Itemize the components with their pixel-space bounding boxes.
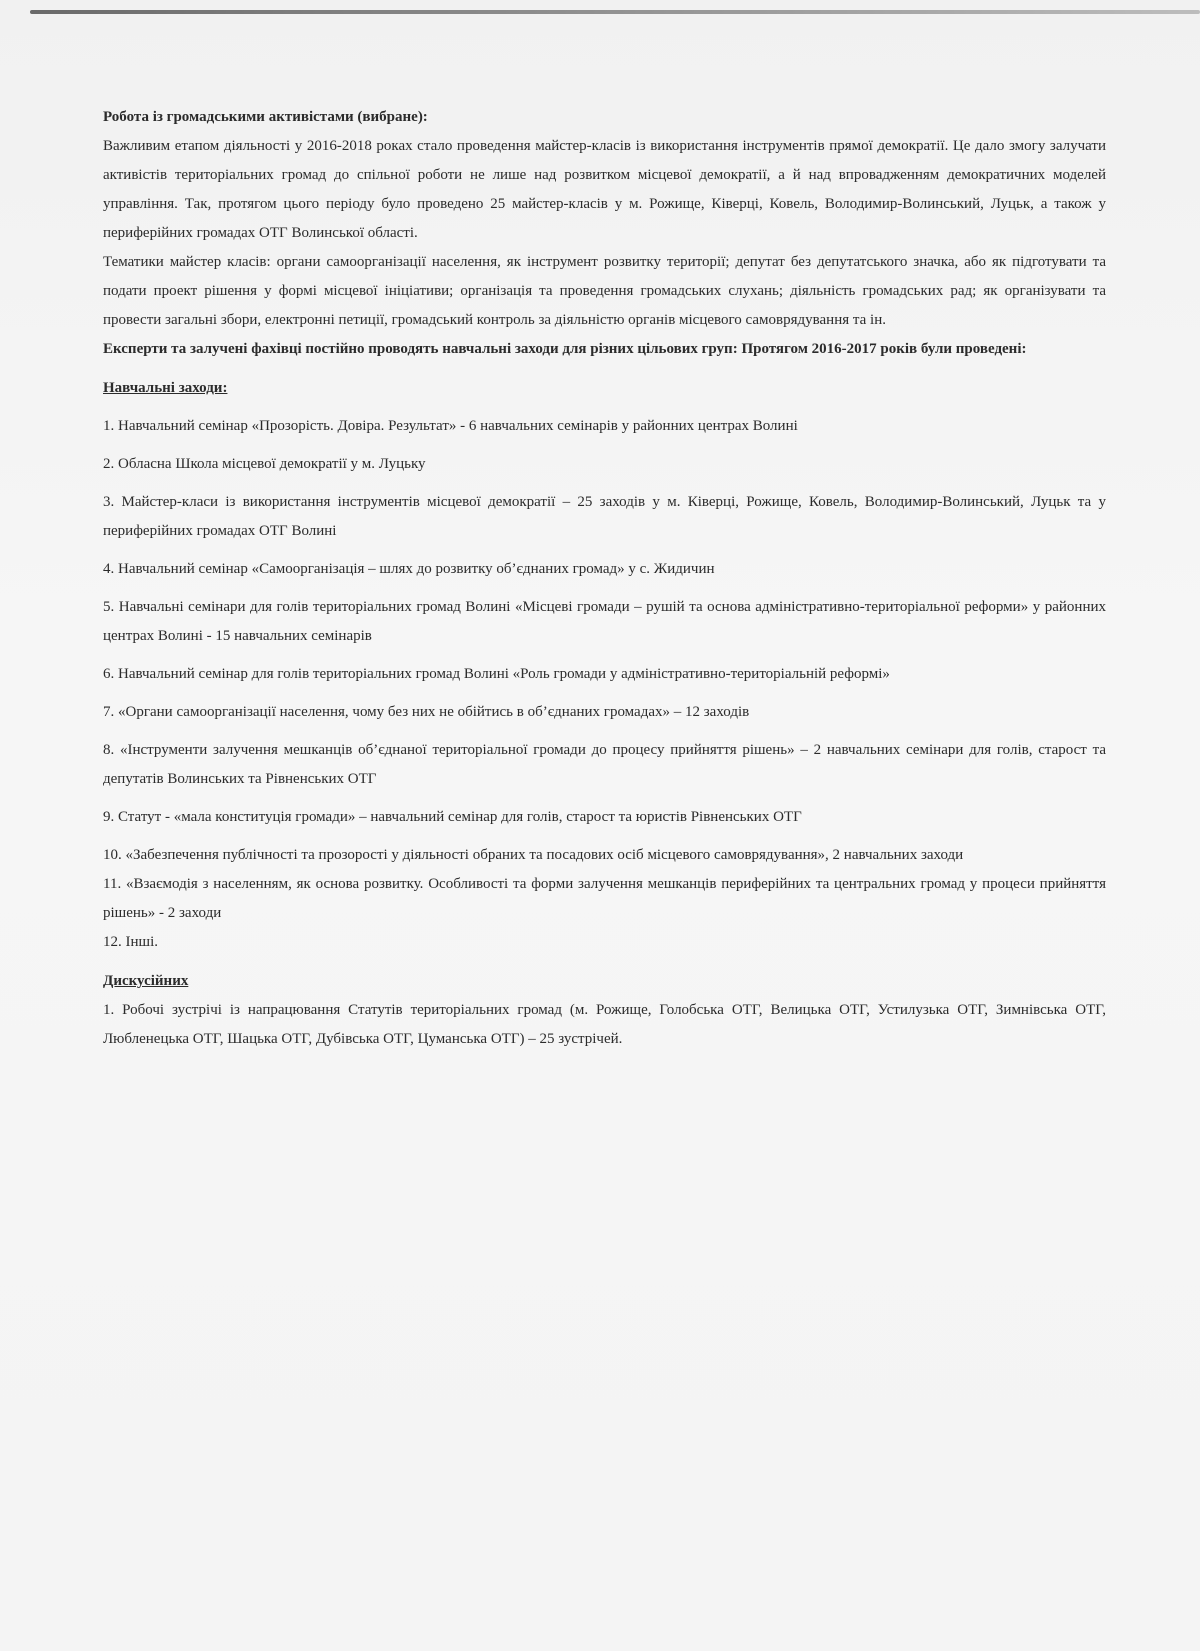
scan-top-edge xyxy=(30,10,1200,14)
document-body xyxy=(103,103,1106,1054)
training-item: 8. «Інструменти залучення мешканців об’єднаної територіальної громади до процесу прийняття рішень» – 2 навчальних семінари для голів, старост та депутатів Волинських та Рівненських ОТГ xyxy=(103,742,1106,787)
section-title-training: Навчальні заходи: xyxy=(103,380,228,396)
paragraph-topics: Тематики майстер класів: органи самоорганізації населення, як інструмент розвитку території; депутат без депутатського значка, або як підготувати та подати проект рішення у формі місцевої ініціативи; організація та проведення громадських слухань; діяльність громадських рад; як організувати та провести загальні збори, електронні петиції, громадський контроль за діяльністю органів місцевого самоврядування та ін. xyxy=(103,254,1106,328)
training-item: 3. Майстер-класи із використання інструментів місцевої демократії – 25 заходів у м. Ківерці, Рожище, Ковель, Володимир-Волинський, Луцьк та у периферійних громадах ОТГ Волині xyxy=(103,494,1106,539)
training-item: 10. «Забезпечення публічності та прозорості у діяльності обраних та посадових осіб місцевого самоврядування», 2 навчальних заходи xyxy=(103,847,964,863)
paragraph-experts: Експерти та залучені фахівці постійно проводять навчальні заходи для різних цільових груп: Протягом 2016-2017 років були проведені: xyxy=(103,341,1027,357)
training-item: 1. Навчальний семінар «Прозорість. Довіра. Результат» - 6 навчальних семінарів у районних центрах Волині xyxy=(103,418,798,434)
training-item: 5. Навчальні семінари для голів територіальних громад Волині «Місцеві громади – рушій та основа адміністративно-територіальної реформи» у районних центрах Волині - 15 навчальних семінарів xyxy=(103,599,1106,644)
training-item: 9. Статут - «мала конституція громади» – навчальний семінар для голів, старост та юристів Рівненських ОТГ xyxy=(103,809,802,825)
discussion-item: 1. Робочі зустрічі із напрацювання Статутів територіальних громад (м. Рожище, Голобська ОТГ, Велицька ОТГ, Устилузька ОТГ, Зимнівська ОТГ, Любленецька ОТГ, Шацька ОТГ, Дубівська ОТГ, Цуманська ОТГ) – 25 зустрічей. xyxy=(103,1002,1106,1047)
training-item: 6. Навчальний семінар для голів територіальних громад Волині «Роль громади у адміністративно-територіальній реформі» xyxy=(103,666,890,682)
training-item: 11. «Взаємодія з населенням, як основа розвитку. Особливості та форми залучення мешканців периферійних та центральних громад у процеси прийняття рішень» - 2 заходи xyxy=(103,876,1106,921)
paragraph-master-classes: Важливим етапом діяльності у 2016-2018 роках стало проведення майстер-класів із використання інструментів прямої демократії. Це дало змогу залучати активістів територіальних громад до спільної роботи не лише над розвитком місцевої демократії, а й над впровадженням демократичних моделей управління. Так, протягом цього періоду було проведено 25 майстер-класів у м. Рожище, Ківерці, Ковель, Володимир-Волинський, Луцьк, а також у периферійних громадах ОТГ Волинської області. xyxy=(103,138,1106,241)
section-title-discussion: Дискусійних xyxy=(103,973,189,989)
heading-activists: Робота із громадськими активістами (вибране): xyxy=(103,109,428,125)
training-item: 2. Обласна Школа місцевої демократії у м. Луцьку xyxy=(103,456,426,472)
training-item: 4. Навчальний семінар «Самоорганізація – шлях до розвитку об’єднаних громад» у с. Жидичин xyxy=(103,561,715,577)
training-item: 12. Інші. xyxy=(103,934,158,950)
training-item: 7. «Органи самоорганізації населення, чому без них не обійтись в об’єднаних громадах» – 12 заходів xyxy=(103,704,750,720)
